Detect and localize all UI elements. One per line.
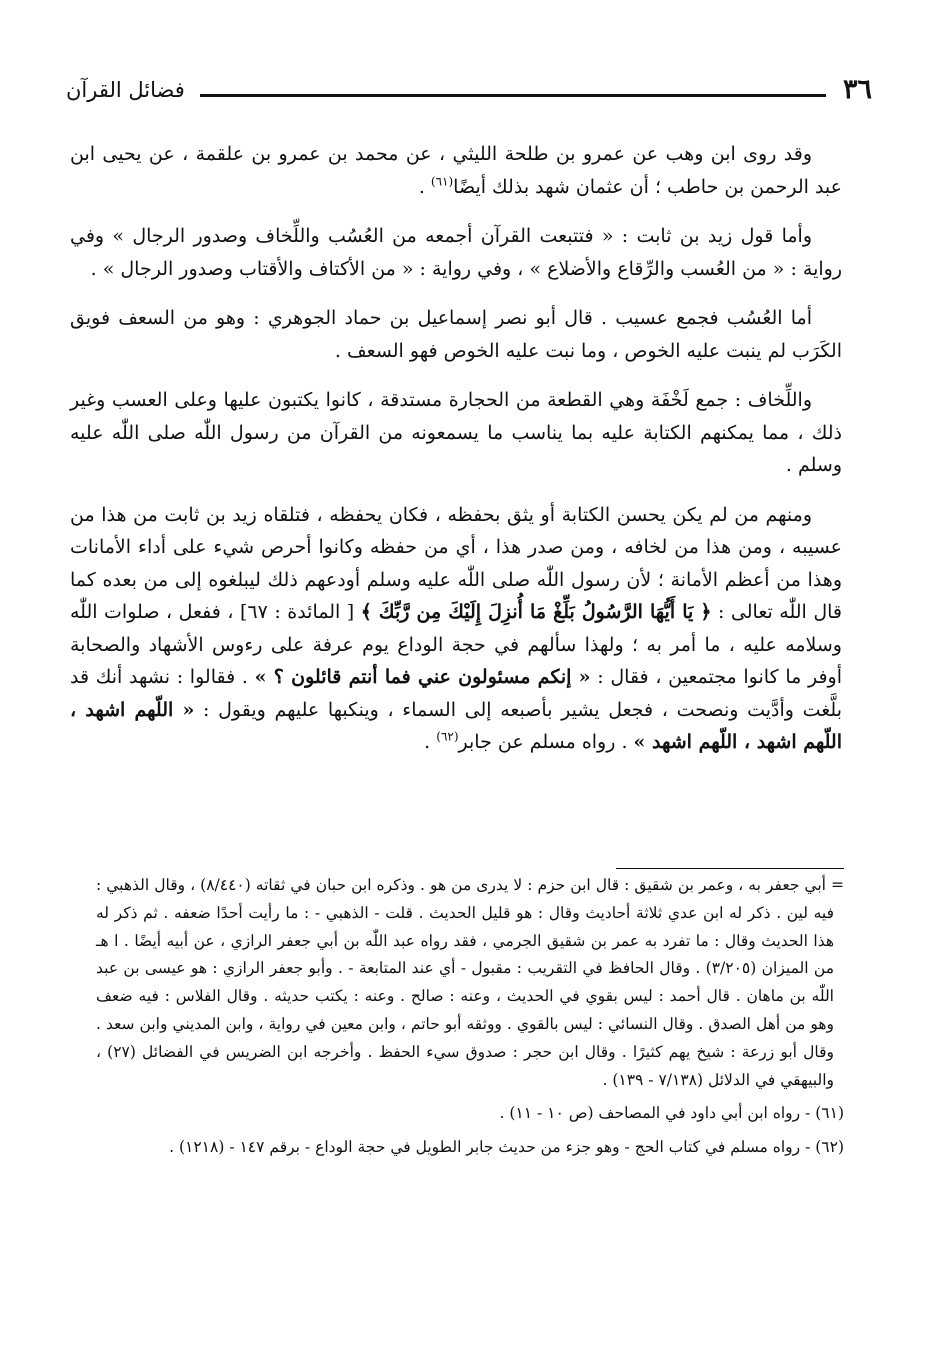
header-rule — [200, 94, 826, 97]
paragraph-5: ومنهم من لم يكن يحسن الكتابة أو يثق بحفظه ، فكان يحفظه ، فتلقاه زيد بن ثابت من هذا من عسيبه ، ومن هذا من لخافه ، ومن صدر هذا ، أي من حفظه وكانوا أحرص شيء على أداء الأمانات وهذا من أعظم الأمانة ؛ لأن رسول اللّٰه صلى اللّٰه عليه وسلم أودعهم ذلك ليبلغوه إلى من بعده كما قال اللّٰه تعالى : ﴿ يَا أَيُّهَا الرَّسُولُ بَلِّغْ مَا أُنزِلَ إِلَيْكَ مِن رَّبِّكَ ﴾ [ المائدة : ٦٧] ، ففعل ، صلوات اللّٰه وسلامه عليه ، ما أمر به ؛ ولهذا سألهم في حجة الوداع يوم عرفة على رءوس الأشهاد والصحابة أوفر ما كانوا مجتمعين ، فقال : « إنكم مسئولون عني فما أنتم قائلون ؟ » . فقالوا : نشهد أنك قد بلَّغت وأدَّيت ونصحت ، فجعل يشير بأصبعه إلى السماء ، وينكبها عليهم ويقول : « اللّهم اشهد ، اللّهم اشهد ، اللّهم اشهد » . رواه مسلم عن جابر$^{(٦٢)}$ . — [70, 503, 843, 753]
main-text — [70, 138, 842, 776]
page-header — [66, 72, 872, 110]
footnote-61: (٦١) - رواه ابن أبي داود في المصاحف (ص ١٠ - ١١) . — [499, 1104, 844, 1123]
footnote-62: (٦٢) - رواه مسلم في كتاب الحج - وهو جزء من حديث جابر الطويل في حجة الوداع - برقم ١٤٧ - (١٢١٨) . — [169, 1138, 844, 1157]
paragraph-1: وقد روى ابن وهب عن عمرو بن طلحة الليثي ، عن محمد بن عمرو بن علقمة ، عن يحيى ابن عبد الرحمن بن حاطب ؛ أن عثمان شهد بذلك أيضًا$^{(٦١)}$ . — [70, 143, 842, 198]
paragraph-4: واللِّخاف : جمع لَخْفَة وهي القطعة من الحجارة مستدقة ، كانوا يكتبون عليها وعلى العسب وغير ذلك ، مما يمكنهم الكتابة عليه بما يناسب ما يسمعونه من القرآن من رسول اللّٰه صلى اللّٰه عليه وسلم . — [70, 389, 842, 476]
hadith-quote-2: « اللّهم اشهد ، اللّهم اشهد ، اللّهم اشهد » — [70, 698, 842, 753]
footnotes — [96, 872, 844, 1168]
footnote-continuation: = أبي جعفر به ، وعمر بن شقيق : قال ابن حزم : لا يدرى من هو . وذكره ابن حبان في ثقاته (٨/٤٤٠) ، وقال الذهبي : فيه لين . ذكر له ابن عدي ثلاثة أحاديث وقال : هو قليل الحديث . قلت - الذهبي - : ما رأيت أحدًا ضعفه . ثم ذكر له هذا الحديث وقال : ما تفرد به عمر بن شقيق الجرمي ، فقد رواه عبد اللّٰه بن أبي جعفر الرازي ، عن أبيه أيضًا . ا هـ من الميزان (٣/٢٠٥) . وقال الحافظ في التقريب : مقبول - أي عند المتابعة - . وأبو جعفر الرازي : هو عيسى بن عبد اللّٰه بن ماهان . قال أحمد : ليس بقوي في الحديث ، وعنه : صالح . وعنه : يكتب حديثه . وقال الفلاس : فيه ضعف وهو من أهل الصدق . وقال النسائي : ليس بالقوي . ووثقه أبو حاتم ، وابن معين في رواية ، وابن المديني وابن سعد . وقال أبو زرعة : شيخ يهم كثيرًا . وقال ابن حجر : صدوق سيء الحفظ . وأخرجه ابن الضريس في الفضائل (٢٧) ، والبيهقي في الدلائل (٧/١٣٨ - ١٣٩) . — [96, 876, 844, 1089]
book-title: فضائل القرآن — [66, 78, 185, 102]
footnote-separator — [616, 868, 844, 869]
paragraph-3: أما العُسُب فجمع عسيب . قال أبو نصر إسماعيل بن حماد الجوهري : وهو من السعف فويق الكَرَب لم ينبت عليه الخوص ، وما نبت عليه الخوص فهو السعف . — [70, 307, 842, 362]
footnote-ref-62[interactable]: (٦٢) — [436, 729, 459, 744]
page-number: ٣٦ — [842, 74, 872, 105]
hadith-quote-1: « إنكم مسئولون عني فما أنتم قائلون ؟ » — [254, 666, 591, 688]
paragraph-2: وأما قول زيد بن ثابت : « فتتبعت القرآن أجمعه من العُسُب واللِّخاف وصدور الرجال » وفي رواية : « من العُسب والرِّقاع والأضلاع » ، وفي رواية : « من الأكتاف والأقتاب وصدور الرجال » . — [70, 225, 842, 280]
quran-verse: ﴿ يَا أَيُّهَا الرَّسُولُ بَلِّغْ مَا أُنزِلَ إِلَيْكَ مِن رَّبِّكَ ﴾ — [360, 601, 712, 623]
footnote-ref-61[interactable]: (٦١) — [430, 174, 454, 189]
